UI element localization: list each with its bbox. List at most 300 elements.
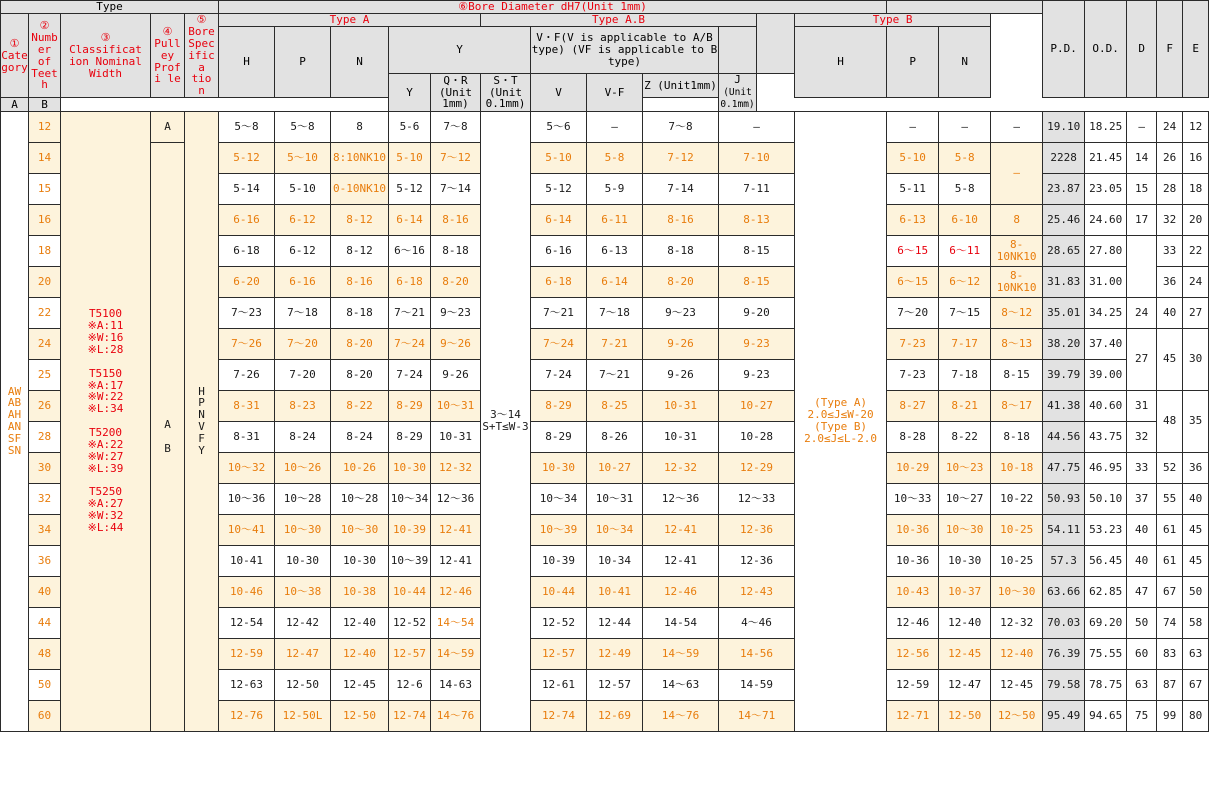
- pd-cell: 63.66: [1043, 576, 1085, 607]
- od-cell: 94.65: [1085, 700, 1127, 731]
- a-h-cell: 5-14: [219, 173, 275, 204]
- z-a-cell: 9-26: [643, 328, 719, 359]
- z-a-cell: 10-31: [643, 390, 719, 421]
- a-n-cell: 0-10NK10: [331, 173, 389, 204]
- header-y-y: Y: [389, 74, 431, 111]
- b-h-cell: 10-29: [887, 452, 939, 483]
- e-cell: 80: [1183, 700, 1209, 731]
- z-a-cell: 9〜23: [643, 297, 719, 328]
- e-cell: 24: [1183, 266, 1209, 297]
- v-cell: 7-24: [531, 359, 587, 390]
- v-cell: 6-16: [531, 235, 587, 266]
- b-n-cell: 12-45: [991, 669, 1043, 700]
- b-p-cell: 5-8: [939, 142, 991, 173]
- header-z-b: B: [29, 98, 61, 111]
- a-h-cell: 6-20: [219, 266, 275, 297]
- d-cell: –: [1127, 111, 1157, 142]
- header-type-group: Type: [1, 1, 219, 14]
- y-y-cell: 5-6: [389, 111, 431, 142]
- d-cell: 63: [1127, 669, 1157, 700]
- z-b-cell: 4〜46: [719, 607, 795, 638]
- b-p-cell: 6〜11: [939, 235, 991, 266]
- v-cell: 8-29: [531, 390, 587, 421]
- y-y-cell: 12-52: [389, 607, 431, 638]
- f-cell: 55: [1157, 483, 1183, 514]
- teeth-cell: 34: [29, 514, 61, 545]
- b-n-cell: 8-10NK10: [991, 235, 1043, 266]
- a-h-cell: 7〜26: [219, 328, 275, 359]
- teeth-cell: 18: [29, 235, 61, 266]
- header-teeth: ② Numb er of Teet h: [29, 13, 61, 98]
- vf-cell: 12-49: [587, 638, 643, 669]
- v-cell: 8-29: [531, 421, 587, 452]
- a-h-cell: 8-31: [219, 421, 275, 452]
- header-row-groups: [1, 1, 1209, 14]
- a-p-cell: 6-16: [275, 266, 331, 297]
- z-b-cell: 12-36: [719, 514, 795, 545]
- a-p-cell: 6-12: [275, 204, 331, 235]
- a-h-cell: 7〜23: [219, 297, 275, 328]
- y-y-cell: 12-6: [389, 669, 431, 700]
- b-h-cell: 10〜33: [887, 483, 939, 514]
- b-n-cell: 8-10NK10: [991, 266, 1043, 297]
- z-b-cell: 9-23: [719, 359, 795, 390]
- pulley-profile-cell: A B: [151, 142, 185, 731]
- b-n-cell: 8: [991, 204, 1043, 235]
- d-cell: 27: [1127, 328, 1157, 390]
- a-n-cell: 8-18: [331, 297, 389, 328]
- b-p-cell: 12-47: [939, 669, 991, 700]
- teeth-cell: 48: [29, 638, 61, 669]
- a-n-cell: 10〜28: [331, 483, 389, 514]
- od-cell: 69.20: [1085, 607, 1127, 638]
- e-cell: 30: [1183, 328, 1209, 390]
- d-cell: 15: [1127, 173, 1157, 204]
- f-cell: 67: [1157, 576, 1183, 607]
- st-note-cell: 3〜14 S+T≤W-3: [481, 111, 531, 731]
- b-p-cell: 10〜30: [939, 514, 991, 545]
- z-b-cell: 14-59: [719, 669, 795, 700]
- b-p-cell: 8-21: [939, 390, 991, 421]
- y-y-cell: 10-44: [389, 576, 431, 607]
- header-classification: ③ Classificat ion Nominal Width: [61, 13, 151, 98]
- header-a-n: N: [331, 26, 389, 98]
- a-p-cell: 7-20: [275, 359, 331, 390]
- z-b-cell: 12-43: [719, 576, 795, 607]
- y-qr-cell: 8-16: [431, 204, 481, 235]
- f-cell: 99: [1157, 700, 1183, 731]
- teeth-cell: 36: [29, 545, 61, 576]
- header-bore-group: ⑥Bore Diameter dH7(Unit 1mm): [219, 1, 887, 14]
- y-qr-cell: 10〜31: [431, 390, 481, 421]
- a-n-cell: 8-16: [331, 266, 389, 297]
- a-p-cell: 8-24: [275, 421, 331, 452]
- a-n-cell: 12-45: [331, 669, 389, 700]
- v-cell: 7〜21: [531, 297, 587, 328]
- z-a-cell: 8-20: [643, 266, 719, 297]
- z-b-cell: 12-29: [719, 452, 795, 483]
- pd-cell: 28.65: [1043, 235, 1085, 266]
- a-p-cell: 12-50: [275, 669, 331, 700]
- header-vf-group: V・F(V is applicable to A/B type) (VF is applicable to B type): [531, 26, 719, 74]
- b-h-cell: 12-46: [887, 607, 939, 638]
- vf-cell: 10-34: [587, 545, 643, 576]
- pd-cell: 57.3: [1043, 545, 1085, 576]
- d-cell: 50: [1127, 607, 1157, 638]
- v-cell: 5-12: [531, 173, 587, 204]
- e-cell: 45: [1183, 514, 1209, 545]
- a-h-cell: 12-63: [219, 669, 275, 700]
- z-a-cell: 12-41: [643, 514, 719, 545]
- header-vf-v: V: [531, 74, 587, 111]
- vf-cell: 8-26: [587, 421, 643, 452]
- d-cell: 75: [1127, 700, 1157, 731]
- a-h-cell: 10〜41: [219, 514, 275, 545]
- a-n-cell: 8-20: [331, 359, 389, 390]
- a-p-cell: 12-50L: [275, 700, 331, 731]
- vf-cell: 7-21: [587, 328, 643, 359]
- v-cell: 10〜34: [531, 483, 587, 514]
- pd-cell: 25.46: [1043, 204, 1085, 235]
- e-cell: 22: [1183, 235, 1209, 266]
- header-type-ab: Type A.B: [481, 13, 757, 26]
- a-h-cell: 5-12: [219, 142, 275, 173]
- z-a-cell: 14〜63: [643, 669, 719, 700]
- b-h-cell: 10-43: [887, 576, 939, 607]
- b-p-cell: 5-8: [939, 173, 991, 204]
- y-y-cell: 7-24: [389, 359, 431, 390]
- od-cell: 78.75: [1085, 669, 1127, 700]
- header-a-h: H: [219, 26, 275, 98]
- a-h-cell: 6-18: [219, 235, 275, 266]
- pd-cell: 54.11: [1043, 514, 1085, 545]
- header-y-st: S・T (Unit 0.1mm): [481, 74, 531, 111]
- a-p-cell: 10-30: [275, 545, 331, 576]
- pd-cell: 76.39: [1043, 638, 1085, 669]
- d-cell: [1127, 235, 1157, 297]
- b-n-cell: 12-32: [991, 607, 1043, 638]
- a-p-cell: 10〜30: [275, 514, 331, 545]
- od-cell: 31.00: [1085, 266, 1127, 297]
- od-cell: 75.55: [1085, 638, 1127, 669]
- b-h-cell: 6〜15: [887, 235, 939, 266]
- b-h-cell: 8-27: [887, 390, 939, 421]
- b-p-cell: 10〜23: [939, 452, 991, 483]
- z-b-cell: 9-23: [719, 328, 795, 359]
- header-y-qr: Q・R (Unit 1mm): [431, 74, 481, 111]
- e-cell: 36: [1183, 452, 1209, 483]
- pd-cell: 47.75: [1043, 452, 1085, 483]
- od-cell: 27.80: [1085, 235, 1127, 266]
- b-n-cell: 8-15: [991, 359, 1043, 390]
- b-n-cell: 12〜50: [991, 700, 1043, 731]
- y-qr-cell: 12-41: [431, 514, 481, 545]
- teeth-cell: 30: [29, 452, 61, 483]
- a-n-cell: 8:10NK10: [331, 142, 389, 173]
- y-y-cell: 10〜39: [389, 545, 431, 576]
- f-cell: 48: [1157, 390, 1183, 452]
- header-b-n: N: [939, 26, 991, 98]
- v-cell: 6-14: [531, 204, 587, 235]
- teeth-cell: 15: [29, 173, 61, 204]
- z-a-cell: 14-54: [643, 607, 719, 638]
- vf-cell: 5-9: [587, 173, 643, 204]
- a-n-cell: 8-20: [331, 328, 389, 359]
- vf-cell: –: [587, 111, 643, 142]
- header-pd: P.D.: [1043, 1, 1085, 98]
- z-a-cell: 14〜59: [643, 638, 719, 669]
- a-n-cell: 12-40: [331, 638, 389, 669]
- b-p-cell: 7〜15: [939, 297, 991, 328]
- y-y-cell: 6〜16: [389, 235, 431, 266]
- pd-cell: 95.49: [1043, 700, 1085, 731]
- f-cell: 26: [1157, 142, 1183, 173]
- category-cell: AW AB AH AN SF SN: [1, 111, 29, 731]
- e-cell: 45: [1183, 545, 1209, 576]
- b-h-cell: 12-59: [887, 669, 939, 700]
- a-h-cell: 8-31: [219, 390, 275, 421]
- y-qr-cell: 7〜12: [431, 142, 481, 173]
- teeth-cell: 40: [29, 576, 61, 607]
- b-p-cell: 10-30: [939, 545, 991, 576]
- z-b-cell: 9-20: [719, 297, 795, 328]
- z-a-cell: 8-16: [643, 204, 719, 235]
- z-b-cell: 10-28: [719, 421, 795, 452]
- bore-spec-cell: H P N V F Y: [185, 111, 219, 731]
- od-cell: 46.95: [1085, 452, 1127, 483]
- d-cell: 37: [1127, 483, 1157, 514]
- v-cell: 10-44: [531, 576, 587, 607]
- vf-cell: 12-69: [587, 700, 643, 731]
- header-vf-vf: V-F: [587, 74, 643, 111]
- b-n-cell: 10-22: [991, 483, 1043, 514]
- b-n-cell: 10-18: [991, 452, 1043, 483]
- f-cell: 87: [1157, 669, 1183, 700]
- z-a-cell: 12-46: [643, 576, 719, 607]
- j-note-cell: (Type A) 2.0≤J≤W-20 (Type B) 2.0≤J≤L-2.0: [795, 111, 887, 731]
- z-a-cell: 9-26: [643, 359, 719, 390]
- a-h-cell: 7-26: [219, 359, 275, 390]
- a-n-cell: 8-24: [331, 421, 389, 452]
- pd-cell: 35.01: [1043, 297, 1085, 328]
- b-h-cell: 12-71: [887, 700, 939, 731]
- b-h-cell: 10-36: [887, 514, 939, 545]
- z-b-cell: 12-36: [719, 545, 795, 576]
- y-y-cell: 12-74: [389, 700, 431, 731]
- d-cell: 24: [1127, 297, 1157, 328]
- od-cell: 39.00: [1085, 359, 1127, 390]
- a-h-cell: 10-41: [219, 545, 275, 576]
- header-f: F: [1157, 1, 1183, 98]
- od-cell: 43.75: [1085, 421, 1127, 452]
- b-p-cell: 12-50: [939, 700, 991, 731]
- b-p-cell: 6-10: [939, 204, 991, 235]
- a-p-cell: 7〜18: [275, 297, 331, 328]
- a-n-cell: 10-30: [331, 545, 389, 576]
- a-h-cell: 12-59: [219, 638, 275, 669]
- b-h-cell: 7-23: [887, 359, 939, 390]
- y-y-cell: 7〜21: [389, 297, 431, 328]
- z-a-cell: 10-31: [643, 421, 719, 452]
- b-n-cell: 10-25: [991, 514, 1043, 545]
- z-b-cell: 7-10: [719, 142, 795, 173]
- d-cell: 17: [1127, 204, 1157, 235]
- v-cell: 12-61: [531, 669, 587, 700]
- z-a-cell: 7-12: [643, 142, 719, 173]
- pd-cell: 50.93: [1043, 483, 1085, 514]
- f-cell: 61: [1157, 514, 1183, 545]
- od-cell: 50.10: [1085, 483, 1127, 514]
- y-qr-cell: 8-20: [431, 266, 481, 297]
- b-p-cell: 7-18: [939, 359, 991, 390]
- a-n-cell: 8: [331, 111, 389, 142]
- header-typeb-spacer: [887, 1, 1043, 14]
- v-cell: 10-30: [531, 452, 587, 483]
- e-cell: 35: [1183, 390, 1209, 452]
- od-cell: 23.05: [1085, 173, 1127, 204]
- z-b-cell: 8-15: [719, 235, 795, 266]
- f-cell: 52: [1157, 452, 1183, 483]
- y-qr-cell: 12〜36: [431, 483, 481, 514]
- e-cell: 18: [1183, 173, 1209, 204]
- header-pulley-profile: ④ Pull ey Profi le: [151, 13, 185, 98]
- v-cell: 12-57: [531, 638, 587, 669]
- a-n-cell: 10〜30: [331, 514, 389, 545]
- y-qr-cell: 12-46: [431, 576, 481, 607]
- f-cell: 28: [1157, 173, 1183, 204]
- header-j-group: J (Unit 0.1mm): [720, 73, 755, 111]
- z-a-cell: 12-41: [643, 545, 719, 576]
- teeth-cell: 20: [29, 266, 61, 297]
- teeth-cell: 60: [29, 700, 61, 731]
- a-n-cell: 8-12: [331, 235, 389, 266]
- z-a-cell: 7〜8: [643, 111, 719, 142]
- a-p-cell: 12-42: [275, 607, 331, 638]
- v-cell: 5〜6: [531, 111, 587, 142]
- vf-cell: 6-11: [587, 204, 643, 235]
- z-a-cell: 14〜76: [643, 700, 719, 731]
- vf-cell: 10〜31: [587, 483, 643, 514]
- z-b-cell: 14〜71: [719, 700, 795, 731]
- vf-cell: 12-44: [587, 607, 643, 638]
- teeth-cell: 44: [29, 607, 61, 638]
- v-cell: 12-74: [531, 700, 587, 731]
- a-h-cell: 6-16: [219, 204, 275, 235]
- y-y-cell: 10〜34: [389, 483, 431, 514]
- b-p-cell: 8-22: [939, 421, 991, 452]
- z-b-cell: 10-27: [719, 390, 795, 421]
- b-h-cell: 8-28: [887, 421, 939, 452]
- od-cell: 18.25: [1085, 111, 1127, 142]
- y-qr-cell: 14-63: [431, 669, 481, 700]
- f-cell: 74: [1157, 607, 1183, 638]
- header-z-a: A: [1, 98, 29, 111]
- header-a-p: P: [275, 26, 331, 98]
- a-p-cell: 5-10: [275, 173, 331, 204]
- b-n-cell: 8〜13: [991, 328, 1043, 359]
- b-h-cell: –: [887, 111, 939, 142]
- b-p-cell: –: [939, 111, 991, 142]
- od-cell: 34.25: [1085, 297, 1127, 328]
- d-cell: 60: [1127, 638, 1157, 669]
- v-cell: 10-39: [531, 545, 587, 576]
- vf-cell: 6-13: [587, 235, 643, 266]
- header-row-subtypes: [1, 13, 1209, 26]
- b-h-cell: 6〜15: [887, 266, 939, 297]
- z-b-cell: 12〜33: [719, 483, 795, 514]
- z-b-cell: 7-11: [719, 173, 795, 204]
- z-a-cell: 8-18: [643, 235, 719, 266]
- y-qr-cell: 7〜8: [431, 111, 481, 142]
- f-cell: 24: [1157, 111, 1183, 142]
- b-p-cell: 7-17: [939, 328, 991, 359]
- y-y-cell: 6-14: [389, 204, 431, 235]
- pd-cell: 79.58: [1043, 669, 1085, 700]
- b-n-cell: –: [991, 111, 1043, 142]
- od-cell: 21.45: [1085, 142, 1127, 173]
- a-p-cell: 12-47: [275, 638, 331, 669]
- od-cell: 40.60: [1085, 390, 1127, 421]
- teeth-cell: 25: [29, 359, 61, 390]
- y-qr-cell: 14〜59: [431, 638, 481, 669]
- f-cell: 40: [1157, 297, 1183, 328]
- b-n-cell: 8〜12: [991, 297, 1043, 328]
- b-h-cell: 6-13: [887, 204, 939, 235]
- header-od: O.D.: [1085, 1, 1127, 98]
- a-h-cell: 10〜32: [219, 452, 275, 483]
- v-cell: 10〜39: [531, 514, 587, 545]
- a-n-cell: 8-12: [331, 204, 389, 235]
- a-h-cell: 12-76: [219, 700, 275, 731]
- y-qr-cell: 8-18: [431, 235, 481, 266]
- pd-cell: 39.79: [1043, 359, 1085, 390]
- a-p-cell: 6-12: [275, 235, 331, 266]
- z-a-cell: 7-14: [643, 173, 719, 204]
- y-qr-cell: 10-31: [431, 421, 481, 452]
- a-n-cell: 10-38: [331, 576, 389, 607]
- a-p-cell: 10〜38: [275, 576, 331, 607]
- a-p-cell: 7〜20: [275, 328, 331, 359]
- classification-cell: T5100 ※A:11 ※W:16 ※L:28 T5150 ※A:17 ※W:22 ※L:34 T5200 ※A:22 ※W:27 ※L:39 T5250 ※A:27 ※W:32 ※L:44: [61, 111, 151, 731]
- b-n-cell: 10〜30: [991, 576, 1043, 607]
- teeth-cell: 22: [29, 297, 61, 328]
- f-cell: 45: [1157, 328, 1183, 390]
- table-row: [1, 111, 1209, 142]
- a-n-cell: 12-40: [331, 607, 389, 638]
- f-cell: 36: [1157, 266, 1183, 297]
- pulley-profile-top-cell: A: [151, 111, 185, 142]
- od-cell: 53.23: [1085, 514, 1127, 545]
- f-cell: 61: [1157, 545, 1183, 576]
- teeth-cell: 50: [29, 669, 61, 700]
- vf-cell: 10〜34: [587, 514, 643, 545]
- header-b-h: H: [795, 26, 887, 98]
- vf-cell: 10-27: [587, 452, 643, 483]
- b-h-cell: 10-36: [887, 545, 939, 576]
- b-h-cell: 5-10: [887, 142, 939, 173]
- b-p-cell: 10〜27: [939, 483, 991, 514]
- y-y-cell: 5-12: [389, 173, 431, 204]
- header-category: ① Cate gory: [1, 13, 29, 98]
- d-cell: 31: [1127, 390, 1157, 421]
- z-b-cell: 8-13: [719, 204, 795, 235]
- d-cell: 32: [1127, 421, 1157, 452]
- teeth-cell: 28: [29, 421, 61, 452]
- y-y-cell: 7〜24: [389, 328, 431, 359]
- f-cell: 33: [1157, 235, 1183, 266]
- a-p-cell: 8-23: [275, 390, 331, 421]
- teeth-cell: 32: [29, 483, 61, 514]
